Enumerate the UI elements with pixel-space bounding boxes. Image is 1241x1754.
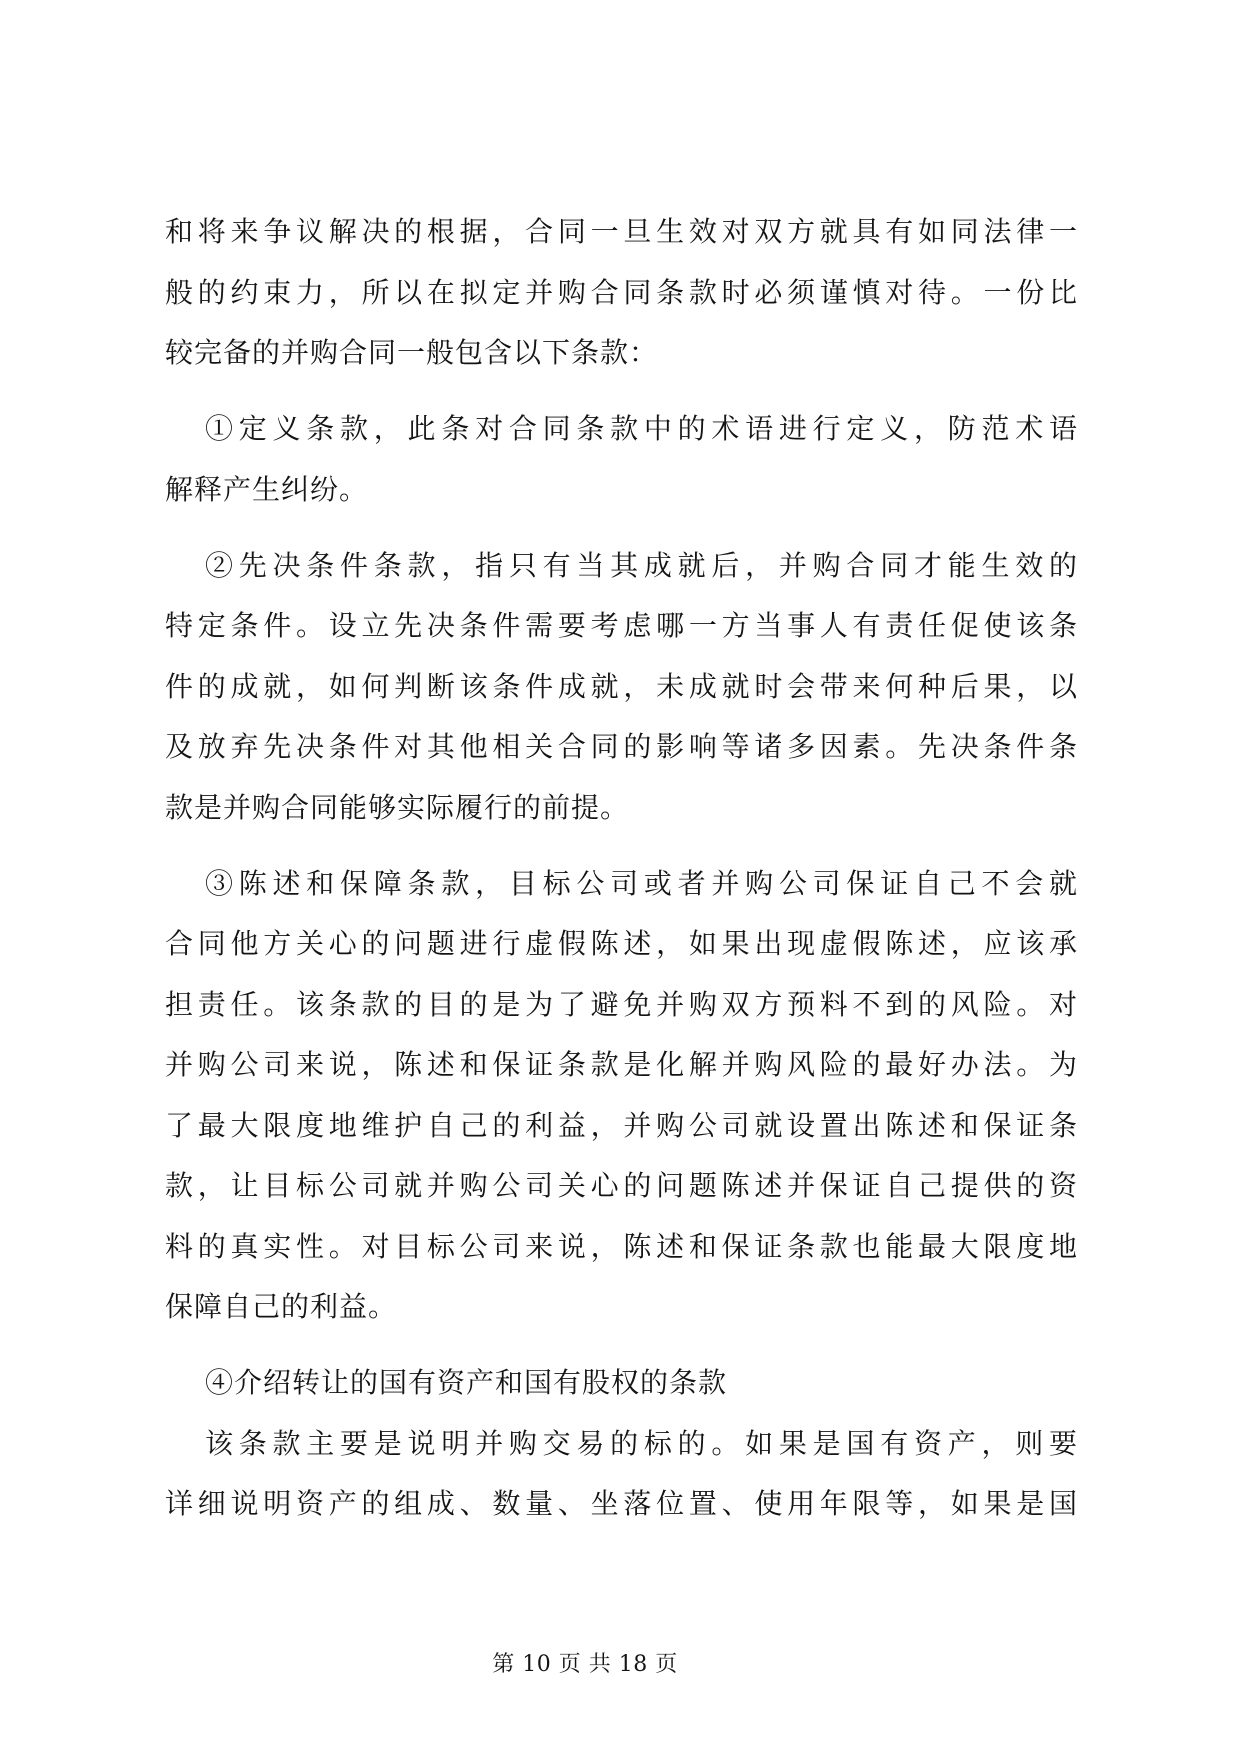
text-line: 般的约束力，所以在拟定并购合同条款时必须谨慎对待。一份比 xyxy=(165,275,1078,309)
text-line: ④介绍转让的国有资产和国有股权的条款 xyxy=(205,1366,728,1399)
section-heading xyxy=(165,1353,1078,1414)
text-line: ③陈述和保障条款，目标公司或者并购公司保证自己不会就 xyxy=(205,866,1078,900)
paragraph xyxy=(165,1414,1078,1535)
text-line: 料的真实性。对目标公司来说，陈述和保证条款也能最大限度地 xyxy=(165,1229,1078,1263)
paragraph xyxy=(165,202,1078,384)
text-line: 并购公司来说，陈述和保证条款是化解并购风险的最好办法。为 xyxy=(165,1048,1078,1081)
text-line: 件的成就，如何判断该条件成就，未成就时会带来何种后果，以 xyxy=(165,669,1078,703)
text-line: 款，让目标公司就并购公司关心的问题陈述并保证自己提供的资 xyxy=(165,1169,1078,1202)
paragraph xyxy=(165,854,1078,1338)
text-line: ②先决条件条款，指只有当其成就后，并购合同才能生效的 xyxy=(205,548,1078,582)
text-line: 详细说明资产的组成、数量、坐落位置、使用年限等，如果是国 xyxy=(165,1487,1078,1520)
text-line: 款是并购合同能够实际履行的前提。 xyxy=(165,790,630,824)
text-line: 保障自己的利益。 xyxy=(165,1290,398,1323)
text-line: 和将来争议解决的根据，合同一旦生效对双方就具有如同法律一 xyxy=(165,215,1078,248)
document-body xyxy=(165,202,1078,1535)
text-line: 合同他方关心的问题进行虚假陈述，如果出现虚假陈述，应该承 xyxy=(165,927,1078,960)
text-line: ①定义条款，此条对合同条款中的术语进行定义，防范术语 xyxy=(205,412,1078,445)
paragraph xyxy=(165,536,1078,839)
text-line: 及放弃先决条件对其他相关合同的影响等诸多因素。先决条件条 xyxy=(165,730,1078,763)
text-line: 该条款主要是说明并购交易的标的。如果是国有资产，则要 xyxy=(205,1426,1078,1460)
text-line: 担责任。该条款的目的是为了避免并购双方预料不到的风险。对 xyxy=(165,987,1078,1021)
text-line: 较完备的并购合同一般包含以下条款： xyxy=(165,336,659,369)
text-line: 特定条件。设立先决条件需要考虑哪一方当事人有责任促使该条 xyxy=(165,609,1078,642)
text-line: 解释产生纠纷。 xyxy=(165,472,369,506)
page-footer: 第 10 页 共 18 页 xyxy=(492,1652,678,1677)
text-line: 了最大限度地维护自己的利益，并购公司就设置出陈述和保证条 xyxy=(165,1108,1078,1142)
paragraph xyxy=(165,399,1078,520)
